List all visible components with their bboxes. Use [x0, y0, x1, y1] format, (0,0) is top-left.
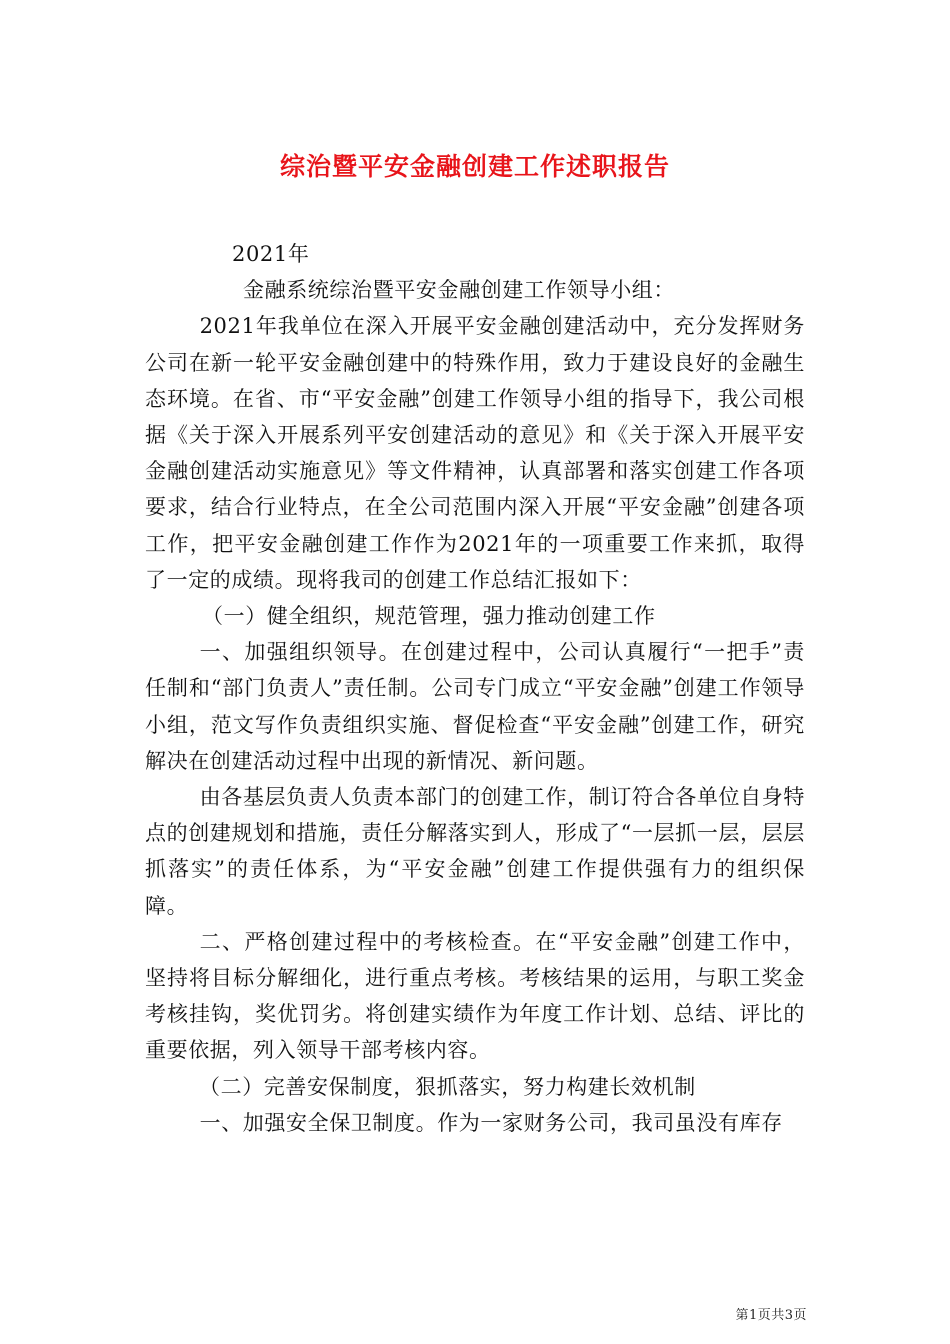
document-title: 综治暨平安金融创建工作述职报告 [279, 151, 670, 181]
page-number-footer: 第1页共3页 [735, 1308, 807, 1323]
document-body [145, 236, 805, 1141]
body-paragraph-assessment: 二、严格创建过程中的考核检查。在“平安金融”创建工作中，坚持将目标分解细化，进行重点考核。考核结果的运用，与职工奖金考核挂钩，奖优罚劣。将创建实绩作为年度工作计划、总结、评比的重要依据，列入领导干部考核内容。 [145, 929, 805, 1063]
body-paragraph-intro: 2021年我单位在深入开展平安金融创建活动中，充分发挥财务公司在新一轮平安金融创建中的特殊作用，致力于建设良好的金融生态环境。在省、市“平安金融”创建工作领导小组的指导下，我公司根据《关于深入开展系列平安创建活动的意见》和《关于深入开展平安金融创建活动实施意见》等文件精神，认真部署和落实创建工作各项要求，结合行业特点，在全公司范围内深入开展“平安金融”创建各项工作，把平安金融创建工作作为2021年的一项重要工作来抓，取得了一定的成绩。现将我司的创建工作总结汇报如下： [145, 314, 805, 592]
body-paragraph-responsibility: 由各基层负责人负责本部门的创建工作，制订符合各单位自身特点的创建规划和措施，责任分解落实到人，形成了“一层抓一层，层层抓落实”的责任体系，为“平安金融”创建工作提供强有力的组织保障。 [145, 785, 805, 918]
body-paragraph-security: 一、加强安全保卫制度。作为一家财务公司，我司虽没有库存 [199, 1110, 783, 1135]
year-line: 2021年 [232, 242, 310, 266]
addressee-line: 金融系统综治暨平安金融创建工作领导小组： [243, 278, 675, 303]
section-heading-1: （一）健全组织，规范管理，强力推动创建工作 [202, 604, 656, 629]
body-paragraph-organization: 一、加强组织领导。在创建过程中，公司认真履行“一把手”责任制和“部门负责人”责任制。公司专门成立“平安金融”创建工作领导小组，范文写作负责组织实施、督促检查“平安金融”创建工作，研究解决在创建活动过程中出现的新情况、新问题。 [145, 640, 805, 773]
section-heading-2: （二）完善安保制度，狠抓落实，努力构建长效机制 [199, 1074, 696, 1099]
